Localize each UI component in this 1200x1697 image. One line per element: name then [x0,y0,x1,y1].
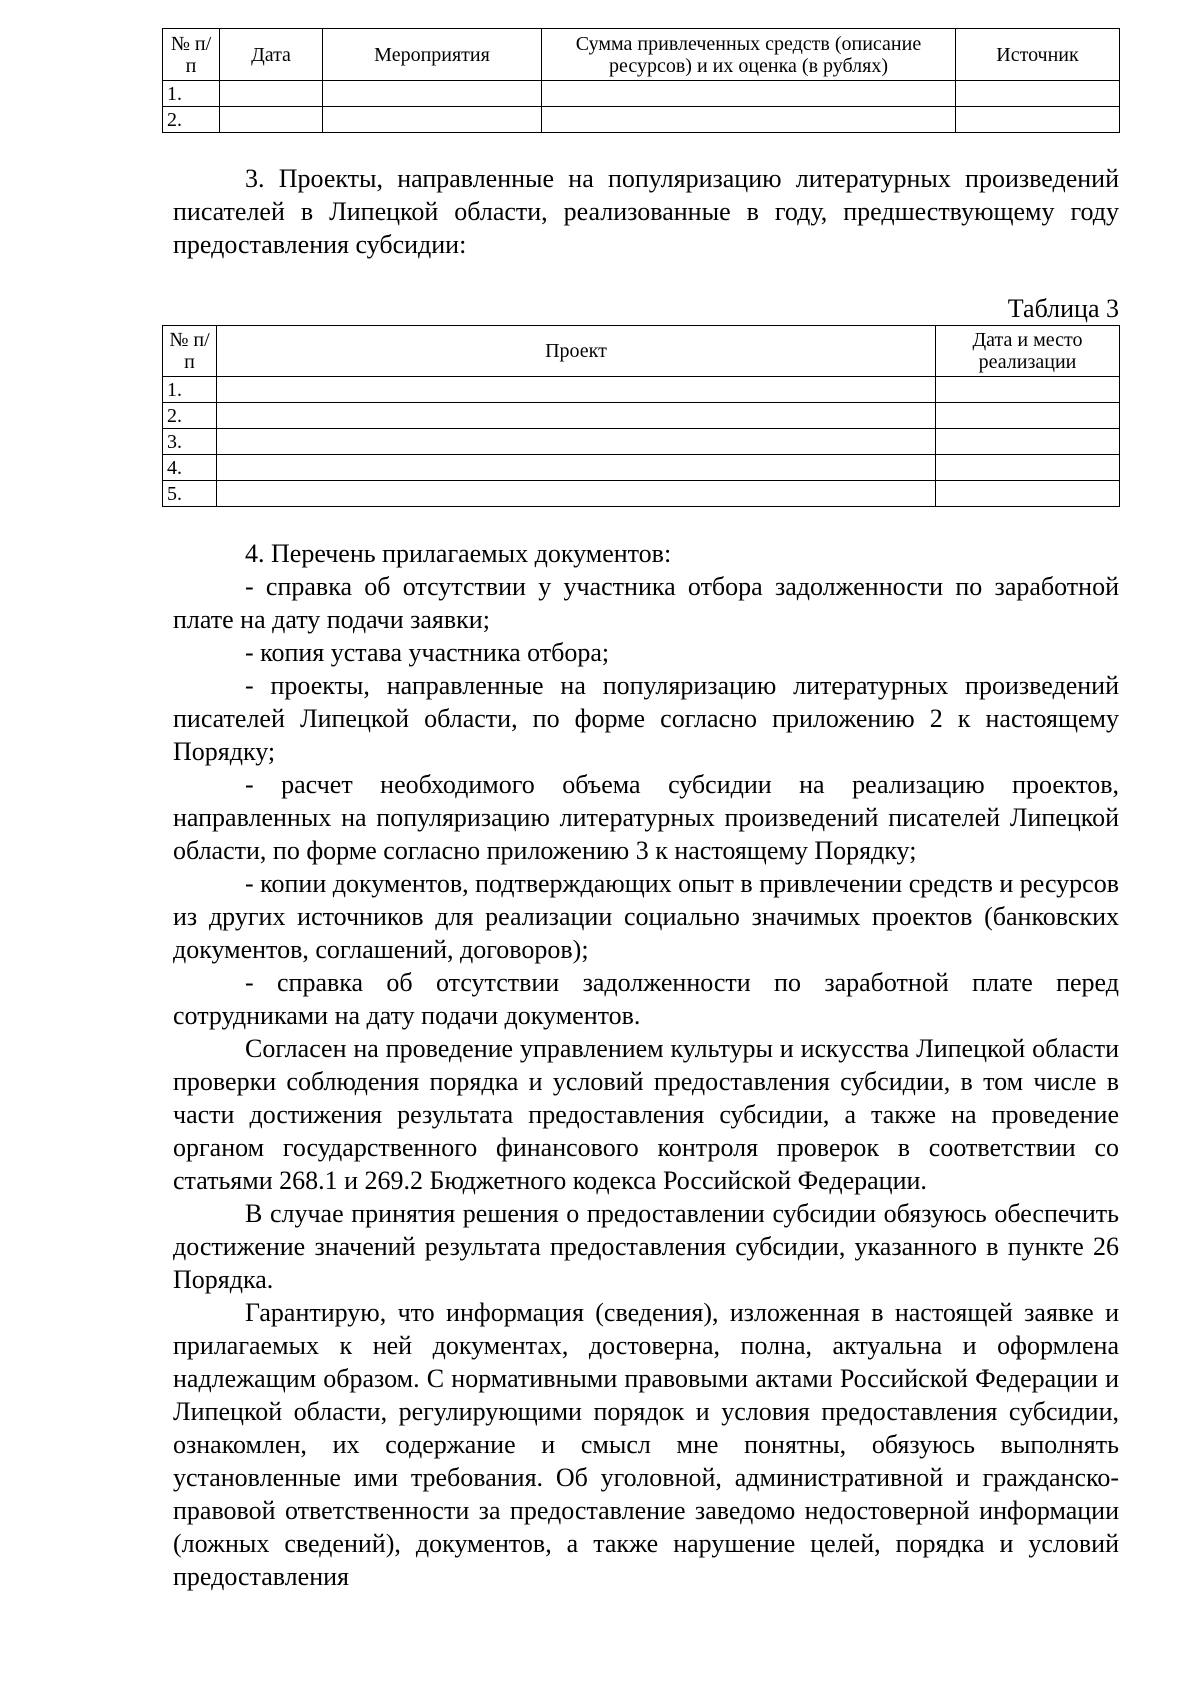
table-cell [220,107,323,133]
document-list-item: - копии документов, подтверждающих опыт в привлечении средств и ресурсов из других источников для реализации социально значимых проектов (банковских документов, соглашений, договоров); [173,869,1119,964]
obligation-paragraph: В случае принятия решения о предоставлении субсидии обязуюсь обеспечить достижение значений результата предоставления субсидии, указанного в пункте 26 Порядка. [173,1199,1119,1294]
table-header-row [163,29,1120,81]
table-cell [217,429,936,455]
table-3-caption: Таблица 3 [1007,294,1119,323]
table-cell [220,81,323,107]
guarantee-paragraph: Гарантирую, что информация (сведения), изложенная в настоящей заявке и прилагаемых к ней документах, достоверна, полна, актуальна и оформлена надлежащим образом. С нормативными правовыми актами Российской Федерации и Липецкой области, регулирующими порядок и условия предоставления субсидии, ознакомлен, их содержание и смысл мне понятны, обязуюсь выполнять установленные ими требования. Об уголовной, административной и гражданско-правовой ответственности за предоставление заведомо недостоверной информации (ложных сведений), документов, а также нарушение целей, порядка и условий предоставления [173,1298,1119,1591]
table-header-row [163,326,1120,377]
table-cell [936,377,1120,403]
table-cell [323,81,542,107]
funding-table [162,28,1120,133]
projects-table [162,325,1120,507]
table-row [163,429,1120,455]
table-cell [956,81,1120,107]
table-cell: 2. [163,403,217,429]
col-number-header: № п/п [163,29,220,81]
section-4-heading: 4. Перечень прилагаемых документов: [245,539,672,568]
table-cell [217,403,936,429]
col-date-header: Дата [220,29,323,81]
table-cell [323,107,542,133]
table-row [163,455,1120,481]
section-3-paragraph: 3. Проекты, направленные на популяризацию литературных произведений писателей в Липецкой области, реализованные в году, предшествующему году предоставления субсидии: [173,164,1119,259]
document-list-item: - справка об отсутствии задолженности по заработной плате перед сотрудниками на дату подачи документов. [173,968,1119,1030]
col-number-header: № п/п [163,326,217,377]
col-amount-header: Сумма привлеченных средств (описание ресурсов) и их оценка (в рублях) [542,29,956,81]
col-project-header: Проект [217,326,936,377]
col-source-header: Источник [956,29,1120,81]
table-cell [217,377,936,403]
document-list-item: - справка об отсутствии у участника отбора задолженности по заработной плате на дату подачи заявки; [173,572,1119,634]
col-events-header: Мероприятия [323,29,542,81]
table-cell [217,455,936,481]
document-list-item: - расчет необходимого объема субсидии на реализацию проектов, направленных на популяризацию литературных произведений писателей Липецкой области, по форме согласно приложению 3 к настоящему Порядку; [173,770,1119,865]
table-cell: 1. [163,377,217,403]
table-cell: 4. [163,455,217,481]
section-3 [173,162,1119,261]
table-cell [217,481,936,507]
table-cell [936,481,1120,507]
table-row [163,107,1120,133]
table-cell: 2. [163,107,220,133]
table-cell [542,107,956,133]
section-4 [173,537,1119,1593]
col-date-place-header: Дата и место реализации [936,326,1120,377]
table-row [163,81,1120,107]
table-cell: 5. [163,481,217,507]
table-cell [936,403,1120,429]
table-cell: 1. [163,81,220,107]
table-cell [956,107,1120,133]
table-row [163,377,1120,403]
table-cell [936,429,1120,455]
table-row [163,481,1120,507]
table-row [163,403,1120,429]
table-cell [542,81,956,107]
consent-paragraph: Согласен на проведение управлением культуры и искусства Липецкой области проверки соблюдения порядка и условий предоставления субсидии, в том числе в части достижения результата предоставления субсидии, а также на проведение органом государственного финансового контроля проверок в соответствии со статьями 268.1 и 269.2 Бюджетного кодекса Российской Федерации. [173,1034,1119,1195]
table-cell [936,455,1120,481]
document-list-item: - копия устава участника отбора; [245,638,610,667]
table-cell: 3. [163,429,217,455]
document-list-item: - проекты, направленные на популяризацию литературных произведений писателей Липецкой области, по форме согласно приложению 2 к настоящему Порядку; [173,671,1119,766]
